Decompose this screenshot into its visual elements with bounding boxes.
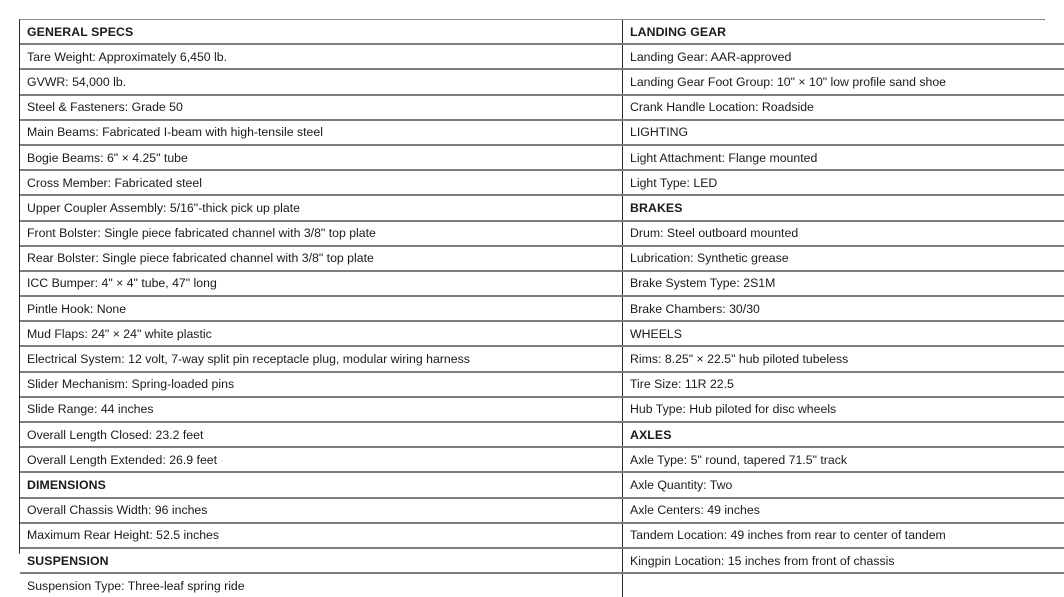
- table-row: [20, 548, 1064, 573]
- table-row: [20, 422, 1064, 447]
- spec-cell: Front Bolster: Single piece fabricated channel with 3/8" top plate: [20, 221, 623, 246]
- spec-cell: Light Attachment: Flange mounted: [623, 145, 1064, 170]
- spec-cell: Tandem Location: 49 inches from rear to center of tandem: [623, 523, 1064, 548]
- specifications-table: [20, 20, 1064, 597]
- spec-cell: Slide Range: 44 inches: [20, 397, 623, 422]
- section-header-cell: SUSPENSION: [20, 548, 623, 573]
- spec-cell: Brake System Type: 2S1M: [623, 271, 1064, 296]
- spec-cell: Rims: 8.25" × 22.5" hub piloted tubeless: [623, 346, 1064, 371]
- section-header-cell: DIMENSIONS: [20, 472, 623, 497]
- table-row: [20, 321, 1064, 346]
- table-row: [20, 69, 1064, 94]
- specifications-table-container: [19, 19, 1045, 554]
- empty-cell: [623, 573, 1064, 597]
- spec-cell: Overall Length Extended: 26.9 feet: [20, 447, 623, 472]
- table-row: [20, 271, 1064, 296]
- section-header-cell: AXLES: [623, 422, 1064, 447]
- table-row: [20, 170, 1064, 195]
- section-header-cell: LANDING GEAR: [623, 20, 1064, 44]
- spec-cell: Suspension Type: Three-leaf spring ride: [20, 573, 623, 597]
- spec-cell: Main Beams: Fabricated I-beam with high-tensile steel: [20, 120, 623, 145]
- spec-cell: WHEELS: [623, 321, 1064, 346]
- spec-cell: Overall Chassis Width: 96 inches: [20, 498, 623, 523]
- spec-cell: Slider Mechanism: Spring-loaded pins: [20, 372, 623, 397]
- table-row: [20, 472, 1064, 497]
- table-row: [20, 246, 1064, 271]
- table-row: [20, 372, 1064, 397]
- spec-cell: Pintle Hook: None: [20, 296, 623, 321]
- spec-cell: ICC Bumper: 4" × 4" tube, 47" long: [20, 271, 623, 296]
- section-header-cell: GENERAL SPECS: [20, 20, 623, 44]
- spec-cell: Tare Weight: Approximately 6,450 lb.: [20, 44, 623, 69]
- spec-cell: Crank Handle Location: Roadside: [623, 95, 1064, 120]
- spec-cell: Brake Chambers: 30/30: [623, 296, 1064, 321]
- table-row: [20, 95, 1064, 120]
- spec-cell: GVWR: 54,000 lb.: [20, 69, 623, 94]
- spec-cell: Steel & Fasteners: Grade 50: [20, 95, 623, 120]
- table-row: [20, 573, 1064, 597]
- spec-cell: LIGHTING: [623, 120, 1064, 145]
- spec-cell: Tire Size: 11R 22.5: [623, 372, 1064, 397]
- table-row: [20, 145, 1064, 170]
- spec-cell: Drum: Steel outboard mounted: [623, 221, 1064, 246]
- spec-cell: Rear Bolster: Single piece fabricated channel with 3/8" top plate: [20, 246, 623, 271]
- table-row: [20, 346, 1064, 371]
- table-row: [20, 221, 1064, 246]
- table-row: [20, 296, 1064, 321]
- table-row: [20, 447, 1064, 472]
- spec-cell: Mud Flaps: 24" × 24" white plastic: [20, 321, 623, 346]
- spec-cell: Axle Quantity: Two: [623, 472, 1064, 497]
- table-row: [20, 20, 1064, 44]
- table-row: [20, 120, 1064, 145]
- spec-cell: Lubrication: Synthetic grease: [623, 246, 1064, 271]
- spec-cell: Upper Coupler Assembly: 5/16"-thick pick up plate: [20, 195, 623, 220]
- spec-cell: Maximum Rear Height: 52.5 inches: [20, 523, 623, 548]
- table-row: [20, 44, 1064, 69]
- spec-cell: Landing Gear Foot Group: 10" × 10" low profile sand shoe: [623, 69, 1064, 94]
- spec-cell: Hub Type: Hub piloted for disc wheels: [623, 397, 1064, 422]
- table-row: [20, 397, 1064, 422]
- table-row: [20, 523, 1064, 548]
- specifications-table-body: [20, 20, 1064, 597]
- spec-cell: Overall Length Closed: 23.2 feet: [20, 422, 623, 447]
- section-header-cell: BRAKES: [623, 195, 1064, 220]
- spec-cell: Kingpin Location: 15 inches from front of chassis: [623, 548, 1064, 573]
- spec-cell: Axle Centers: 49 inches: [623, 498, 1064, 523]
- table-row: [20, 195, 1064, 220]
- spec-cell: Axle Type: 5" round, tapered 71.5" track: [623, 447, 1064, 472]
- spec-cell: Light Type: LED: [623, 170, 1064, 195]
- spec-cell: Landing Gear: AAR-approved: [623, 44, 1064, 69]
- spec-cell: Cross Member: Fabricated steel: [20, 170, 623, 195]
- spec-cell: Electrical System: 12 volt, 7-way split pin receptacle plug, modular wiring harness: [20, 346, 623, 371]
- spec-cell: Bogie Beams: 6" × 4.25" tube: [20, 145, 623, 170]
- table-row: [20, 498, 1064, 523]
